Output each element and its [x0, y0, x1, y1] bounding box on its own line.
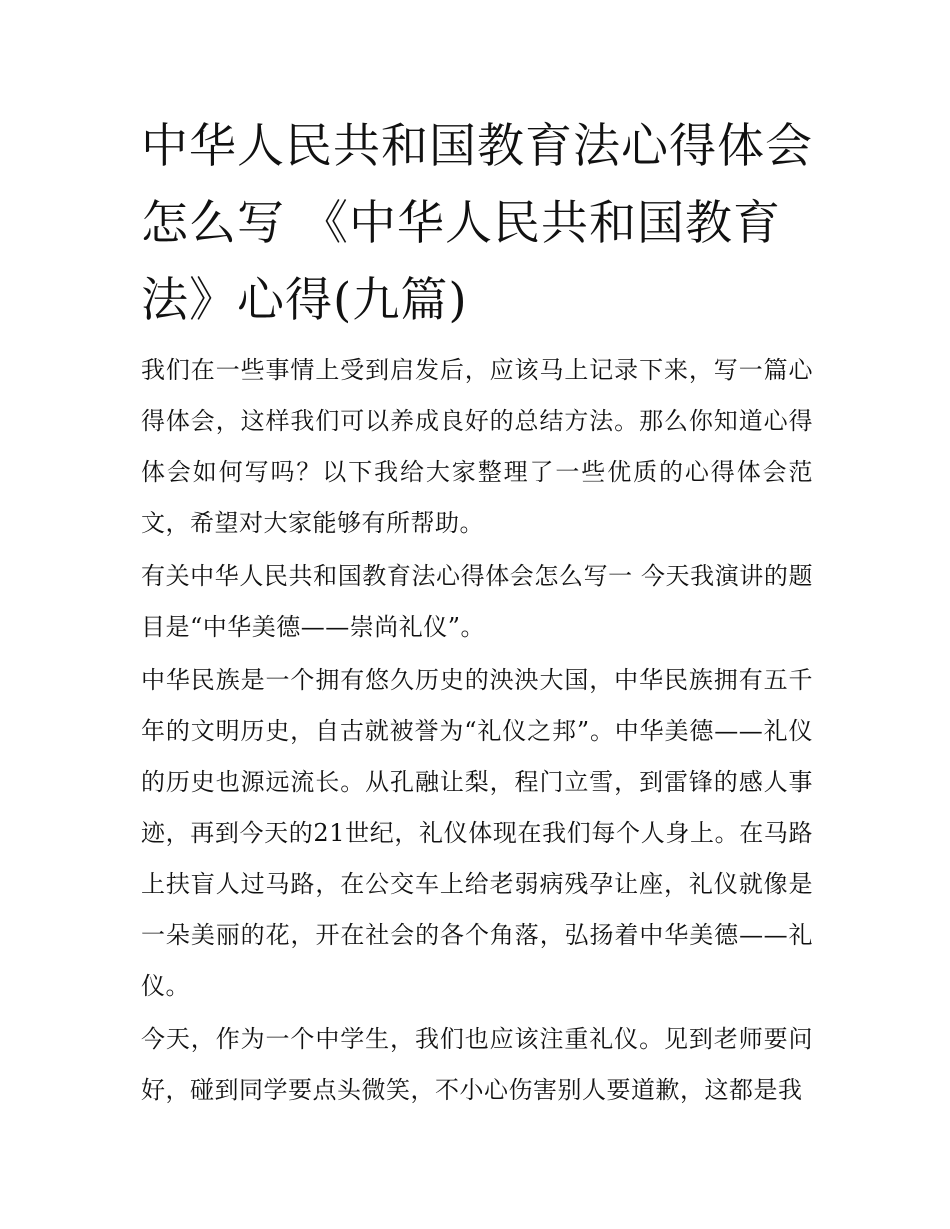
paragraph-student: 今天，作为一个中学生，我们也应该注重礼仪。见到老师要问好，碰到同学要点头微笑，不小心伤害别人要道歉，这都是我	[141, 1025, 813, 1104]
paragraph-intro: 我们在一些事情上受到启发后，应该马上记录下来，写一篇心得体会，这样我们可以养成良好的总结方法。那么你知道心得体会如何写吗？以下我给大家整理了一些优质的心得体会范文，希望对大家能够有所帮助。	[141, 356, 813, 537]
paragraph-history: 中华民族是一个拥有悠久历史的泱泱大国，中华民族拥有五千年的文明历史，自古就被誉为“礼仪之邦”。中华美德——礼仪的历史也源远流长。从孔融让梨，程门立雪，到雷锋的感人事迹，再到今天的21世纪，礼仪体现在我们每个人身上。在马路上扶盲人过马路，在公交车上给老弱病残孕让座，礼仪就像是一朵美丽的花，开在社会的各个角落，弘扬着中华美德——礼仪。	[141, 666, 813, 1000]
document-page	[141, 108, 813, 1118]
document-title: 中华人民共和国教育法心得体会怎么写 《中华人民共和国教育法》心得(九篇)	[141, 119, 813, 328]
paragraph-speech-topic: 有关中华人民共和国教育法心得体会怎么写一 今天我演讲的题目是“中华美德——崇尚礼仪”。	[141, 562, 813, 641]
